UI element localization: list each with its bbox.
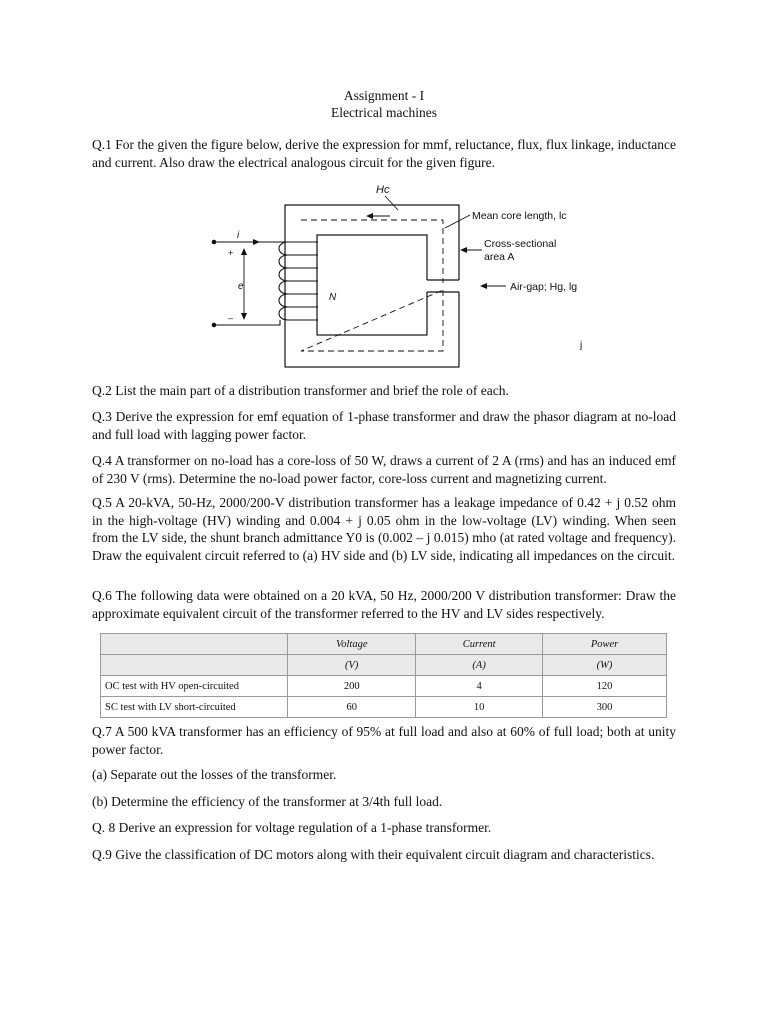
cross-section-label-2: area A — [484, 251, 515, 263]
header-current: Current — [416, 634, 543, 655]
page-title: Assignment - I — [343, 88, 425, 103]
question-7a: (a) Separate out the losses of the transformer. — [92, 767, 337, 782]
question-6: Q.6 The following data were obtained on a 20 kVA, 50 Hz, 2000/200 V distribution transformer: Draw the approximate equivalent circuit of the transformer referred to the HV and LV sides respectively. — [92, 588, 676, 621]
row-voltage: 200 — [288, 676, 416, 697]
mean-core-label: Mean core length, lc — [472, 210, 567, 222]
flux-arrowhead — [366, 213, 373, 219]
question-2: Q.2 List the main part of a distribution transformer and brief the role of each. — [92, 383, 509, 398]
question-9: Q.9 Give the classification of DC motors along with their equivalent circuit diagram and characteristics. — [92, 847, 655, 862]
table-corner-cell-lower — [101, 655, 288, 676]
header-current-unit: (A) — [416, 655, 543, 676]
table-row — [101, 697, 667, 718]
current-arrowhead — [253, 239, 260, 245]
stray-mark: j — [580, 340, 583, 351]
turns-label: N — [329, 292, 337, 303]
current-label: i — [237, 230, 240, 241]
magnetic-core-diagram — [200, 180, 600, 372]
row-label: OC test with HV open-circuited — [101, 676, 288, 697]
hc-label: Hc — [376, 184, 390, 196]
hc-pointer — [385, 196, 398, 210]
row-voltage: 60 — [288, 697, 416, 718]
core-window-outline — [317, 235, 427, 335]
header-power-unit: (W) — [543, 655, 667, 676]
header-voltage: Voltage — [288, 634, 416, 655]
air-gap-label: Air-gap; Hg, lg — [510, 281, 578, 293]
table-row — [101, 676, 667, 697]
row-power: 120 — [543, 676, 667, 697]
row-current: 10 — [416, 697, 543, 718]
question-1: Q.1 For the given the figure below, derive the expression for mmf, reluctance, flux, flux linkage, inductance and current. Also draw the electrical analogous circuit for the given figure. — [92, 137, 676, 170]
row-label: SC test with LV short-circuited — [101, 697, 288, 718]
mean-core-pointer — [445, 215, 470, 228]
header-voltage-unit: (V) — [288, 655, 416, 676]
emf-arrowhead-down — [241, 313, 247, 320]
cross-section-arrowhead — [460, 247, 467, 253]
question-7b: (b) Determine the efficiency of the transformer at 3/4th full load. — [92, 794, 443, 809]
page-subtitle: Electrical machines — [330, 105, 438, 120]
question-4: Q.4 A transformer on no-load has a core-loss of 50 W, draws a current of 2 A (rms) and has an induced emf of 230 V (rms). Determine the no-load power factor, core-loss current and magnetizing current. — [92, 453, 676, 486]
question-5: Q.5 A 20-kVA, 50-Hz, 2000/200-V distribution transformer has a leakage impedance of 0.42 + j 0.52 ohm in the high-voltage (HV) winding and 0.004 + j 0.05 ohm in the low-voltage (LV) winding. When seen from the LV side, the shunt branch admittance Y0 is (0.002 – j 0.015) mho (at rated voltage and frequency). Draw the equivalent circuit referred to (a) HV side and (b) LV side, indicating all impedances on the circuit. — [92, 495, 676, 563]
minus-label: – — [228, 313, 234, 323]
row-current: 4 — [416, 676, 543, 697]
question-7: Q.7 A 500 kVA transformer has an efficiency of 95% at full load and also at 60% of full load; both at unity power factor. — [92, 724, 676, 757]
air-gap-arrowhead — [480, 283, 487, 289]
plus-label: + — [228, 248, 234, 258]
coil-winding — [245, 242, 318, 325]
header-power: Power — [543, 634, 667, 655]
emf-label: e — [238, 281, 244, 292]
question-8: Q. 8 Derive an expression for voltage regulation of a 1-phase transformer. — [92, 820, 492, 835]
emf-arrowhead-up — [241, 248, 247, 255]
mean-flux-path — [301, 220, 443, 351]
table-corner-cell — [101, 634, 288, 655]
test-data-table — [100, 633, 667, 718]
question-3: Q.3 Derive the expression for emf equation of 1-phase transformer and draw the phasor diagram at no-load and full load with lagging power factor. — [92, 409, 676, 442]
row-power: 300 — [543, 697, 667, 718]
cross-section-label-1: Cross-sectional — [484, 238, 557, 250]
